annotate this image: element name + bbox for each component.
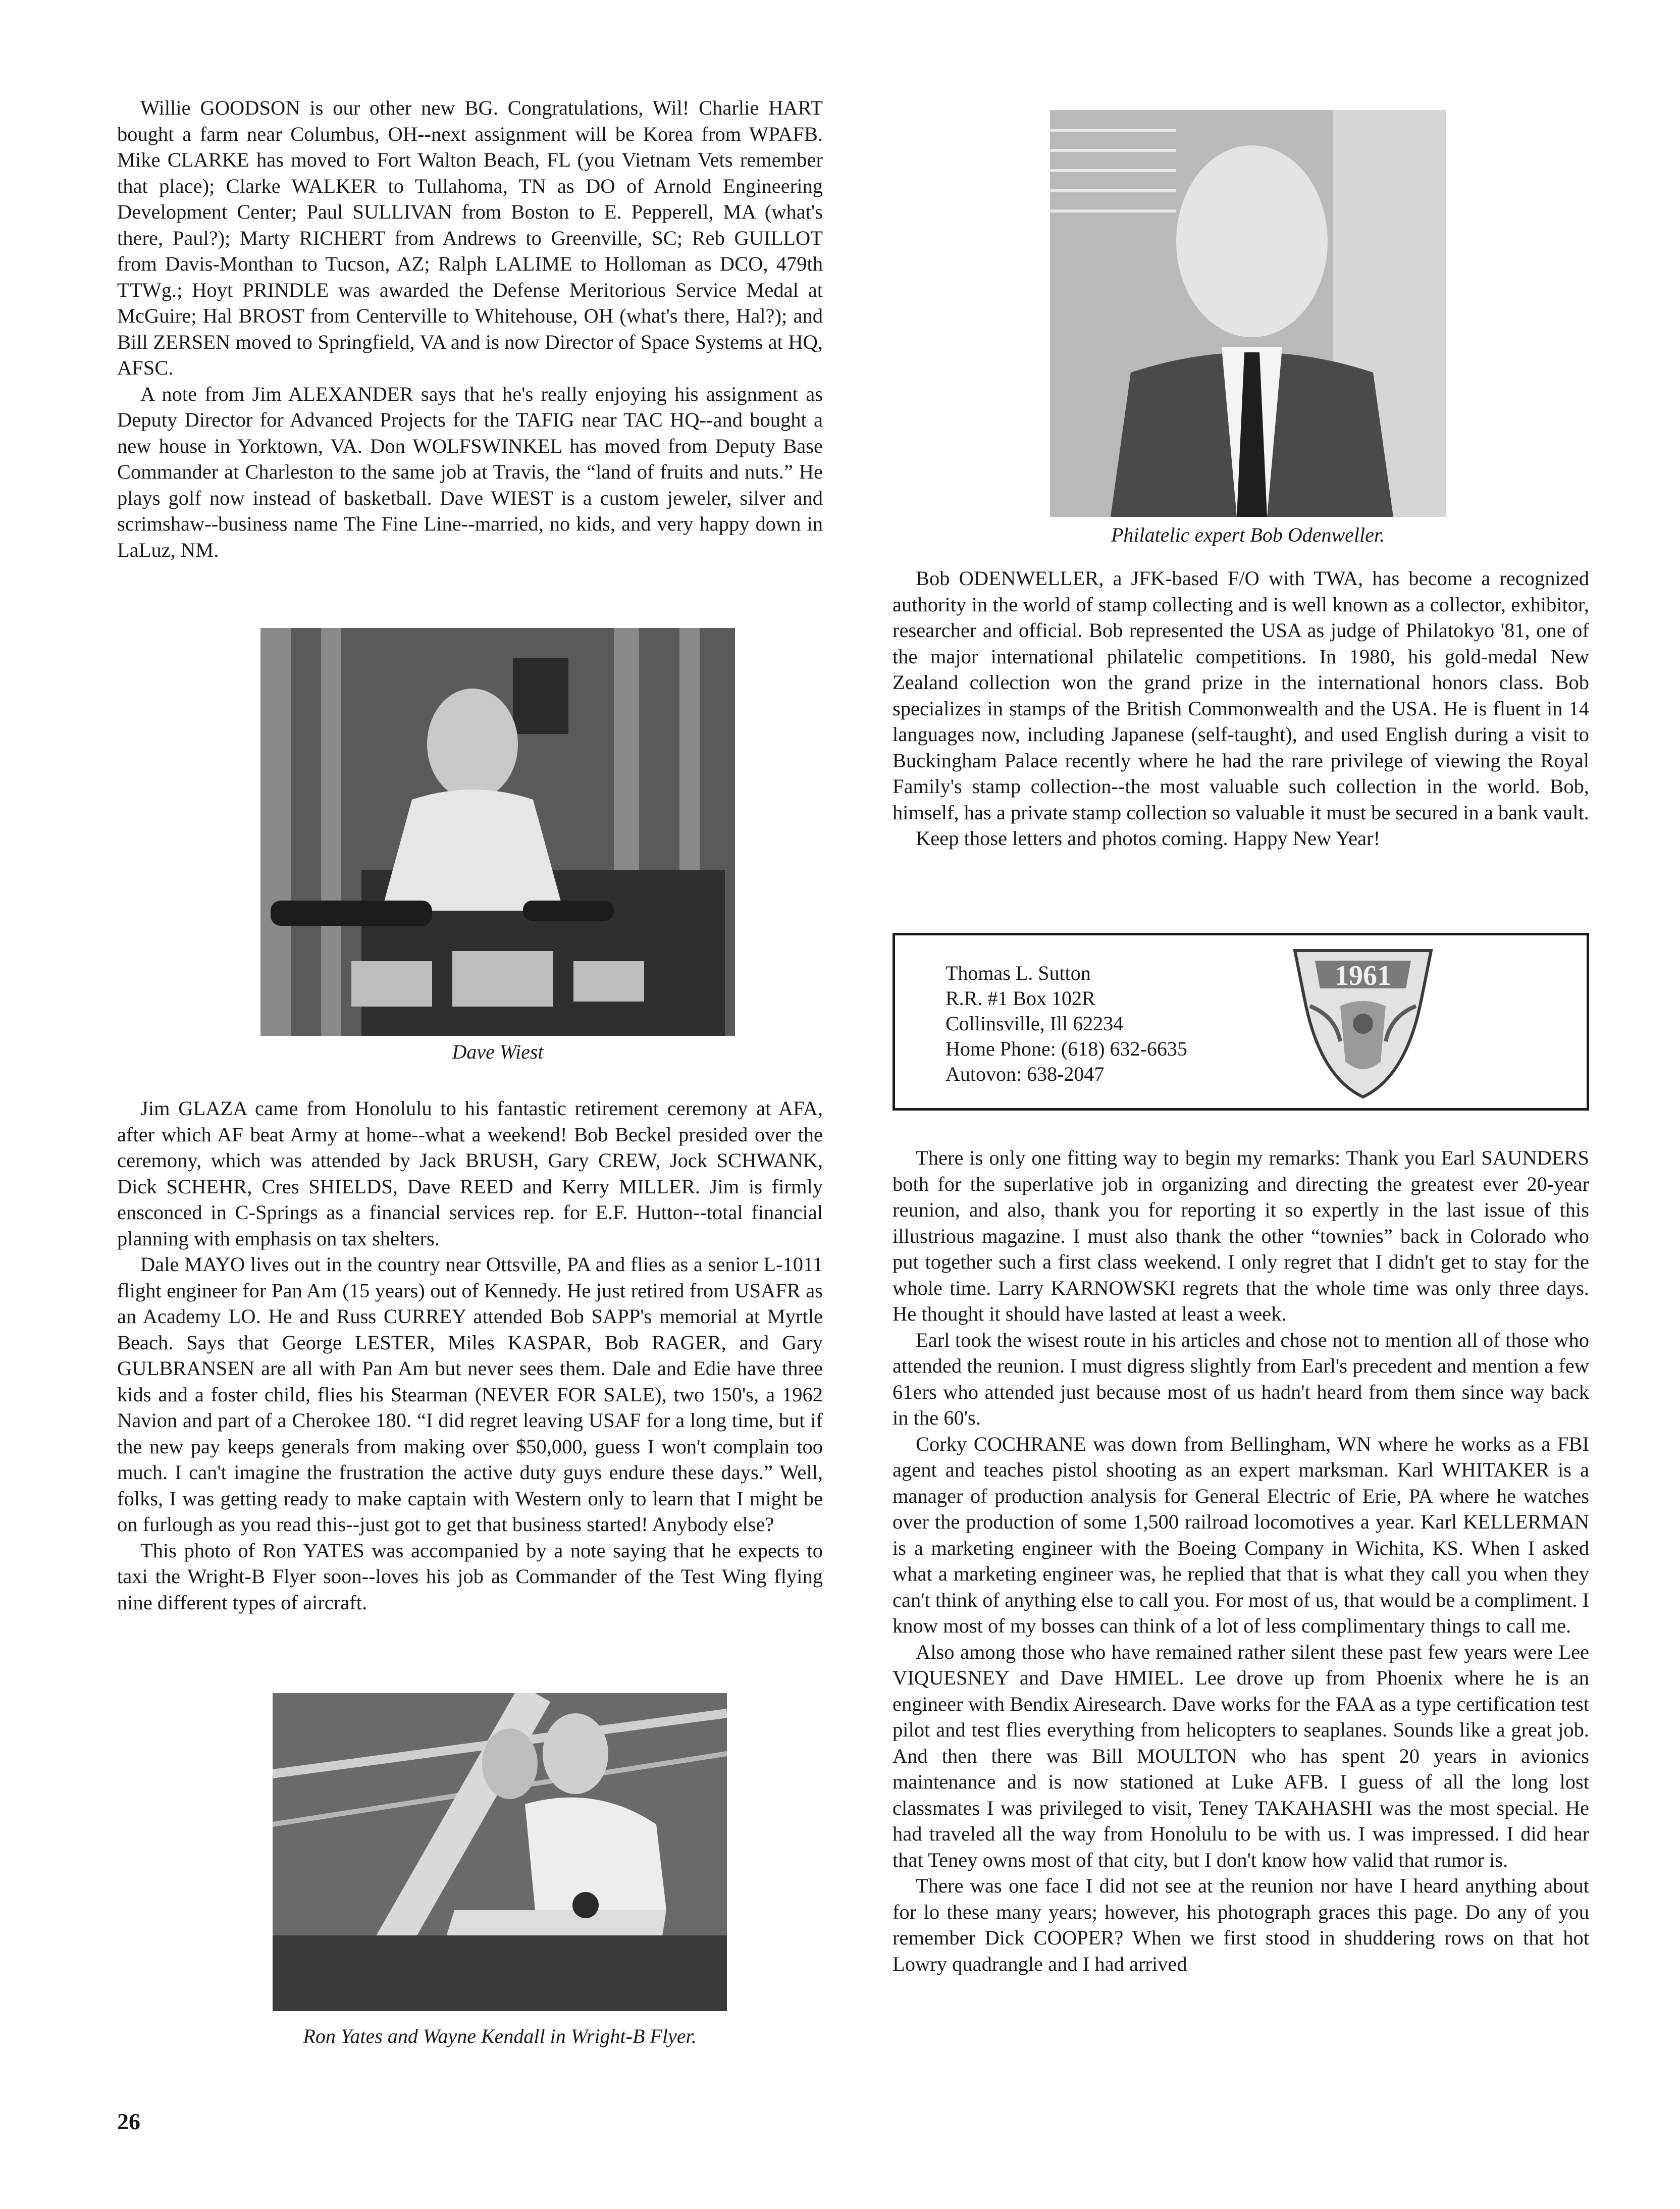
paragraph: Earl took the wisest route in his articles and chose not to mention all of those who attended the reunion. I must digress slightly from Earl's precedent and mention a few 61ers who attended just because most of us hadn't heard from them since way back in the 60's. bbox=[892, 1328, 1589, 1429]
address-line1: R.R. #1 Box 102R bbox=[946, 987, 1095, 1010]
paragraph: This photo of Ron YATES was accompanied by a note saying that he expects to taxi the Wright-B Flyer soon--loves his job as Commander of the Test Wing flying nine different types of aircraft. bbox=[117, 1539, 823, 1614]
photo-bob-odenweller bbox=[1050, 110, 1446, 517]
paragraph: Corky COCHRANE was down from Bellingham, WN where he works as a FBI agent and teaches pistol shooting as an expert marksman. Karl WHITAKER is a manager of production analysis for General Electric of Erie, PA where he watches over the production of some 1,500 railroad locomotives a year. Karl KELLERMAN is a marketing engineer with the Boeing Company in Wichita, KS. When I asked what a marketing engineer was, he replied that that is what they call you when they can't think of anything else to call you. For most of us, that would be a compliment. I know most of my bosses can think of a lot of less complimentary things to call me. bbox=[892, 1432, 1589, 1637]
paragraph: Jim GLAZA came from Honolulu to his fantastic retirement ceremony at AFA, after which AF beat Army at home--what a weekend! Bob Beckel presided over the ceremony, which was attended by Jack BRUSH, Gary CREW, Jock SCHWANK, Dick SCHEHR, Cres SHIELDS, Dave REED and Kerry MILLER. Jim is firmly ensconced in C-Springs as a financial services rep. for E.F. Hutton--total financial planning with emphasis on tax shelters. bbox=[117, 1097, 823, 1250]
paragraph: Keep those letters and photos coming. Happy New Year! bbox=[916, 827, 1381, 850]
address-name: Thomas L. Sutton bbox=[946, 962, 1091, 984]
paragraph: A note from Jim ALEXANDER says that he's really enjoying his assignment as Deputy Director for Advanced Projects for the TAFIG near TAC HQ--and bought a new house in Yorktown, VA. Don WOLFSWINKEL has moved from Deputy Base Commander at Charleston to the same job at Travis, the “land of fruits and nuts.” He plays golf now instead of basketball. Dave WIEST is a custom jeweler, silver and scrimshaw--business name The Fine Line--married, no kids, and very happy down in LaLuz, NM. bbox=[117, 382, 823, 561]
crest-year: 1961 bbox=[1335, 960, 1391, 991]
paragraph: There was one face I did not see at the reunion nor have I heard anything about for lo these many years; however, his photograph graces this page. Do any of you remember Dick COOPER? When we first stood in shuddering rows on that hot Lowry quadrangle and I had arrived bbox=[892, 1874, 1589, 1975]
photo-bob-odenweller-image bbox=[1050, 110, 1446, 517]
address-phone: Home Phone: (618) 632-6635 bbox=[946, 1037, 1187, 1060]
address-lines bbox=[946, 961, 1187, 1087]
photo-dave-wiest bbox=[260, 628, 735, 1036]
paragraph: Willie GOODSON is our other new BG. Congratulations, Wil! Charlie HART bought a farm near Columbus, OH--next assignment will be Korea from WPAFB. Mike CLARKE has moved to Fort Walton Beach, FL (you Vietnam Vets remember that place); Clarke WALKER to Tullahoma, TN as DO of Arnold Engineering Development Center; Paul SULLIVAN from Boston to E. Pepperell, MA (what's there, Paul?); Marty RICHERT from Andrews to Greenville, SC; Reb GUILLOT from Davis-Monthan to Tucson, AZ; Ralph LALIME to Holloman as DCO, 479th TTWg.; Hoyt PRINDLE was awarded the Defense Meritorious Service Medal at McGuire; Hal BROST from Centerville to Whitehouse, OH (what's there, Hal?); and Bill ZERSEN moved to Springfield, VA and is now Director of Space Systems at HQ, AFSC. bbox=[117, 96, 823, 379]
caption-bob-odenweller: Philatelic expert Bob Odenweller. bbox=[1111, 523, 1385, 546]
left-column-top bbox=[117, 95, 823, 563]
photo-ron-yates bbox=[273, 1693, 727, 2011]
right-column-bottom bbox=[892, 1145, 1589, 1977]
right-column-top bbox=[892, 565, 1589, 852]
columnist-address-box bbox=[892, 933, 1589, 1111]
paragraph: There is only one fitting way to begin my remarks: Thank you Earl SAUNDERS both for the superlative job in organizing and directing the greatest ever 20-year reunion, and also, thank you for reporting it so expertly in the last issue of this illustrious magazine. I must also thank the other “townies” back in Colorado who put together such a first class weekend. I only regret that I didn't get to stay for the whole time. Larry KARNOWSKI regrets that the whole time was only three days. He thought it should have lasted at least a week. bbox=[892, 1146, 1589, 1325]
photo-ron-yates-image bbox=[273, 1693, 727, 2011]
address-line2: Collinsville, Ill 62234 bbox=[946, 1012, 1124, 1035]
photo-dave-wiest-image bbox=[260, 628, 735, 1036]
page-number: 26 bbox=[117, 2109, 140, 2134]
address-autovon: Autovon: 638-2047 bbox=[946, 1063, 1105, 1085]
paragraph: Bob ODENWELLER, a JFK-based F/O with TWA, has become a recognized authority in the world of stamp collecting and is well known as a collector, exhibitor, researcher and official. Bob represented the USA as judge of Philatokyo '81, one of the major international philatelic competitions. In 1980, his gold-medal New Zealand collection won the grand prize in the international honors class. Bob specializes in stamps of the British Commonwealth and the USA. He is fluent in 14 languages now, including Japanese (self-taught), and used English during a visit to Buckingham Palace recently where he had the rare privilege of viewing the Royal Family's stamp collection--the most valuable such collection in the world. Bob, himself, has a private stamp collection so valuable it must be secured in a bank vault. bbox=[892, 567, 1589, 824]
paragraph: Also among those who have remained rather silent these past few years were Lee VIQUESNEY and Dave HMIEL. Lee drove up from Phoenix where he is an engineer with Bendix Airesearch. Dave works for the FAA as a type certification test pilot and test flies everything from helicopters to seaplanes. Sounds like a great job. And then there was Bill MOULTON who has spent 20 years in avionics maintenance and is now stationed at Luke AFB. I guess of all the long lost classmates I was privileged to visit, Teney TAKAHASHI was the most special. He had traveled all the way from Honolulu to be with us. I was impressed. I did hear that Teney owns most of that city, but I don't know how valid that rumor is. bbox=[892, 1640, 1589, 1871]
paragraph: Dale MAYO lives out in the country near Ottsville, PA and flies as a senior L-1011 flight engineer for Pan Am (15 years) out of Kennedy. He just retired from USAFR as an Academy LO. He and Russ CURREY attended Bob SAPP's memorial at Myrtle Beach. Says that George LESTER, Miles KASPAR, Bob RAGER, and Gary GULBRANSEN are all with Pan Am but never sees them. Dale and Edie have three kids and a foster child, flies his Stearman (NEVER FOR SALE), two 150's, a 1962 Navion and part of a Cherokee 180. “I did regret leaving USAF for a long time, but if the new pay keeps generals from making over $50,000, guess I won't complain too much. I can't imagine the frustration the active duty guys endure these days.” Well, folks, I was getting ready to make captain with Western only to learn that I might be on furlough as you read this--just got to get that business started! Anybody else? bbox=[117, 1253, 823, 1536]
left-column-middle bbox=[117, 1095, 823, 1615]
caption-ron-yates: Ron Yates and Wayne Kendall in Wright-B Flyer. bbox=[303, 2025, 697, 2047]
caption-dave-wiest: Dave Wiest bbox=[452, 1040, 544, 1063]
class-crest-icon bbox=[1280, 940, 1446, 1102]
